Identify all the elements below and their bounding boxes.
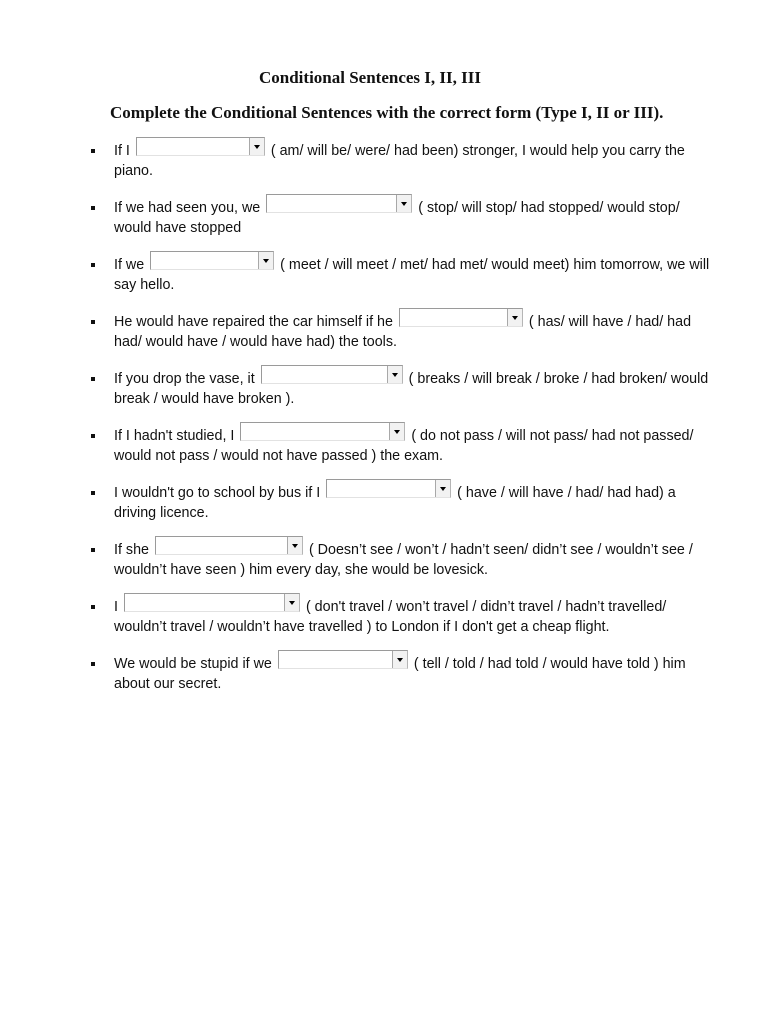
- answer-dropdown-3[interactable]: [150, 251, 274, 270]
- chevron-down-icon[interactable]: [287, 537, 302, 554]
- square-bullet-icon: [91, 434, 95, 438]
- sentence-start: If she: [114, 542, 149, 558]
- sentence-end: ( don't travel / won’t travel / didn’t travel / hadn’t travelled/ wouldn’t travel / wouldn’t have travelled ) to London if I don't get a cheap flight.: [114, 599, 667, 635]
- list-item: [91, 194, 711, 238]
- answer-dropdown-7[interactable]: [326, 479, 451, 498]
- chevron-down-icon[interactable]: [507, 309, 522, 326]
- answer-dropdown-2[interactable]: [266, 194, 412, 213]
- sentence-end: ( do not pass / will not pass/ had not passed/ would not pass / would not have passed ) the exam.: [114, 428, 694, 464]
- sentence-end: ( has/ will have / had/ had had/ would have / would have had) the tools.: [114, 314, 692, 350]
- list-item: [91, 422, 711, 466]
- square-bullet-icon: [91, 149, 95, 153]
- square-bullet-icon: [91, 206, 95, 210]
- answer-dropdown-8[interactable]: [155, 536, 303, 555]
- sentence-end: ( stop/ will stop/ had stopped/ would stop/ would have stopped: [114, 200, 680, 236]
- sentence-start: We would be stupid if we: [114, 656, 272, 672]
- sentence-start: If you drop the vase, it: [114, 371, 255, 387]
- chevron-down-icon[interactable]: [258, 252, 273, 269]
- answer-dropdown-9[interactable]: [124, 593, 300, 612]
- answer-dropdown-4[interactable]: [399, 308, 523, 327]
- sentence-start: I wouldn't go to school by bus if I: [114, 485, 321, 501]
- chevron-down-icon[interactable]: [435, 480, 450, 497]
- sentence-start: If I: [114, 143, 130, 159]
- sentence-start: If we had seen you, we: [114, 200, 261, 216]
- sentence-start: He would have repaired the car himself if he: [114, 314, 393, 330]
- instruction-heading: Complete the Conditional Sentences with the correct form (Type I, II or III).: [110, 103, 664, 122]
- square-bullet-icon: [91, 320, 95, 324]
- list-item: [91, 308, 711, 352]
- square-bullet-icon: [91, 263, 95, 267]
- exercise-list: [91, 137, 711, 707]
- square-bullet-icon: [91, 491, 95, 495]
- square-bullet-icon: [91, 377, 95, 381]
- square-bullet-icon: [91, 605, 95, 609]
- sentence-end: ( breaks / will break / broke / had broken/ would break / would have broken ).: [114, 371, 709, 407]
- chevron-down-icon[interactable]: [249, 138, 264, 155]
- chevron-down-icon[interactable]: [389, 423, 404, 440]
- list-item: [91, 251, 711, 295]
- square-bullet-icon: [91, 548, 95, 552]
- sentence-end: ( tell / told / had told / would have told ) him about our secret.: [114, 656, 686, 692]
- chevron-down-icon[interactable]: [392, 651, 407, 668]
- sentence-start: If I hadn't studied, I: [114, 428, 235, 444]
- list-item: [91, 650, 711, 694]
- sentence-end: ( Doesn’t see / won’t / hadn’t seen/ didn’t see / wouldn’t see / wouldn’t have seen ) him every day, she would be lovesick.: [114, 542, 693, 578]
- sentence-end: ( have / will have / had/ had had) a driving licence.: [114, 485, 676, 521]
- answer-dropdown-5[interactable]: [261, 365, 403, 384]
- chevron-down-icon[interactable]: [284, 594, 299, 611]
- list-item: [91, 137, 711, 181]
- chevron-down-icon[interactable]: [387, 366, 402, 383]
- sentence-end: ( am/ will be/ were/ had been) stronger, I would help you carry the piano.: [114, 143, 685, 179]
- sentence-end: ( meet / will meet / met/ had met/ would meet) him tomorrow, we will say hello.: [114, 257, 710, 293]
- list-item: [91, 365, 711, 409]
- sentence-start: I: [114, 599, 118, 615]
- chevron-down-icon[interactable]: [396, 195, 411, 212]
- page-title: Conditional Sentences I, II, III: [259, 68, 481, 87]
- list-item: [91, 479, 711, 523]
- square-bullet-icon: [91, 662, 95, 666]
- list-item: [91, 593, 711, 637]
- answer-dropdown-10[interactable]: [278, 650, 408, 669]
- answer-dropdown-6[interactable]: [240, 422, 405, 441]
- answer-dropdown-1[interactable]: [136, 137, 265, 156]
- list-item: [91, 536, 711, 580]
- sentence-start: If we: [114, 257, 145, 273]
